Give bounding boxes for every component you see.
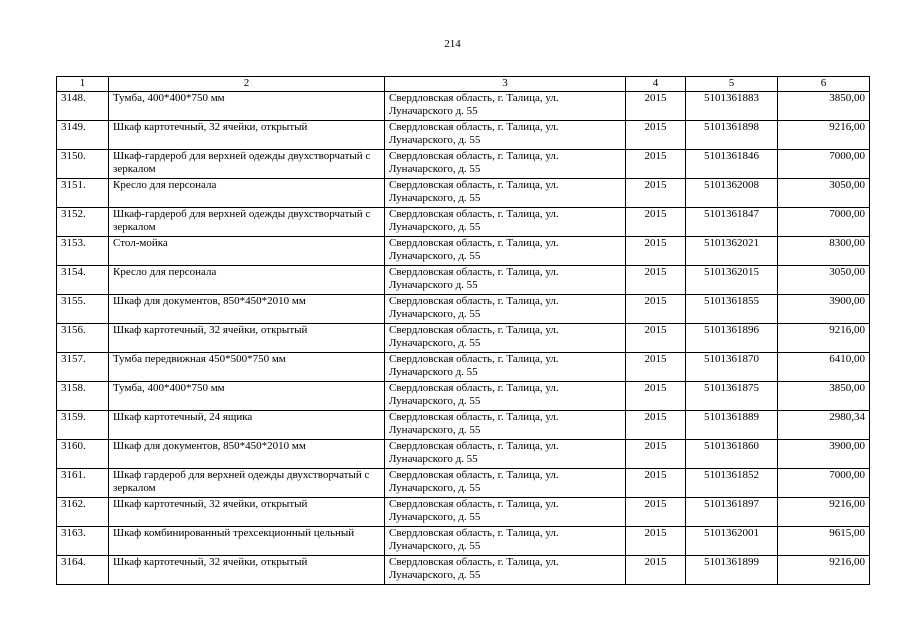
item-price: 9216,00 (778, 121, 870, 150)
item-year: 2015 (626, 237, 686, 266)
item-address: Свердловская область, г. Талица, ул. Луначарского, д. 55 (385, 324, 626, 353)
item-year: 2015 (626, 527, 686, 556)
row-number: 3159. (57, 411, 109, 440)
item-year: 2015 (626, 556, 686, 585)
item-address: Свердловская область, г. Талица, ул. Луначарского, д. 55 (385, 150, 626, 179)
table-row (57, 208, 870, 237)
column-header: 1 (57, 77, 109, 92)
inventory-code: 5101362008 (686, 179, 778, 208)
row-number: 3151. (57, 179, 109, 208)
item-price: 3850,00 (778, 92, 870, 121)
inventory-code: 5101361847 (686, 208, 778, 237)
table-row (57, 179, 870, 208)
row-number: 3160. (57, 440, 109, 469)
row-number: 3162. (57, 498, 109, 527)
table-body (57, 92, 870, 585)
item-price: 9216,00 (778, 498, 870, 527)
inventory-code: 5101361897 (686, 498, 778, 527)
item-name: Шкаф комбинированный трехсекционный цельный (109, 527, 385, 556)
item-address: Свердловская область, г. Талица, ул. Луначарского д. 55 (385, 92, 626, 121)
item-year: 2015 (626, 150, 686, 179)
column-header: 4 (626, 77, 686, 92)
inventory-code: 5101361896 (686, 324, 778, 353)
item-price: 9216,00 (778, 324, 870, 353)
item-address: Свердловская область, г. Талица, ул. Луначарского, д. 55 (385, 295, 626, 324)
inventory-code: 5101362015 (686, 266, 778, 295)
item-price: 9216,00 (778, 556, 870, 585)
table-row (57, 121, 870, 150)
item-price: 3900,00 (778, 295, 870, 324)
item-address: Свердловская область, г. Талица, ул. Луначарского, д. 55 (385, 121, 626, 150)
item-year: 2015 (626, 440, 686, 469)
item-price: 6410,00 (778, 353, 870, 382)
item-year: 2015 (626, 266, 686, 295)
inventory-code: 5101362021 (686, 237, 778, 266)
inventory-code: 5101361860 (686, 440, 778, 469)
table-row (57, 498, 870, 527)
item-address: Свердловская область, г. Талица, ул. Луначарского, д. 55 (385, 556, 626, 585)
item-name: Тумба передвижная 450*500*750 мм (109, 353, 385, 382)
row-number: 3153. (57, 237, 109, 266)
item-address: Свердловская область, г. Талица, ул. Луначарского д. 55 (385, 440, 626, 469)
table-row (57, 237, 870, 266)
inventory-code: 5101361870 (686, 353, 778, 382)
item-address: Свердловская область, г. Талица, ул. Луначарского, д. 55 (385, 469, 626, 498)
table-row (57, 353, 870, 382)
item-name: Шкаф картотечный, 32 ячейки, открытый (109, 498, 385, 527)
item-price: 7000,00 (778, 208, 870, 237)
inventory-code: 5101361899 (686, 556, 778, 585)
item-year: 2015 (626, 469, 686, 498)
item-name: Шкаф для документов, 850*450*2010 мм (109, 295, 385, 324)
row-number: 3157. (57, 353, 109, 382)
inventory-code: 5101362001 (686, 527, 778, 556)
item-address: Свердловская область, г. Талица, ул. Луначарского, д. 55 (385, 411, 626, 440)
table-row (57, 324, 870, 353)
inventory-code: 5101361852 (686, 469, 778, 498)
row-number: 3154. (57, 266, 109, 295)
table-row (57, 469, 870, 498)
item-address: Свердловская область, г. Талица, ул. Луначарского, д. 55 (385, 498, 626, 527)
item-name: Шкаф картотечный, 32 ячейки, открытый (109, 121, 385, 150)
page-number: 214 (444, 38, 461, 50)
table-row (57, 382, 870, 411)
item-year: 2015 (626, 295, 686, 324)
inventory-code: 5101361898 (686, 121, 778, 150)
item-name: Стол-мойка (109, 237, 385, 266)
row-number: 3150. (57, 150, 109, 179)
table-row (57, 440, 870, 469)
item-name: Шкаф картотечный, 32 ячейки, открытый (109, 556, 385, 585)
item-year: 2015 (626, 208, 686, 237)
column-header: 6 (778, 77, 870, 92)
item-address: Свердловская область, г. Талица, ул. Луначарского д. 55 (385, 266, 626, 295)
item-year: 2015 (626, 353, 686, 382)
item-name: Шкаф гардероб для верхней одежды двухстворчатый с зеркалом (109, 469, 385, 498)
column-header: 2 (109, 77, 385, 92)
item-year: 2015 (626, 92, 686, 121)
table-row (57, 527, 870, 556)
item-name: Шкаф картотечный, 32 ячейки, открытый (109, 324, 385, 353)
item-year: 2015 (626, 121, 686, 150)
item-price: 7000,00 (778, 150, 870, 179)
item-price: 2980,34 (778, 411, 870, 440)
item-price: 9615,00 (778, 527, 870, 556)
item-name: Шкаф-гардероб для верхней одежды двухстворчатый с зеркалом (109, 150, 385, 179)
inventory-code: 5101361855 (686, 295, 778, 324)
inventory-code: 5101361889 (686, 411, 778, 440)
row-number: 3163. (57, 527, 109, 556)
table-row (57, 295, 870, 324)
item-address: Свердловская область, г. Талица, ул. Луначарского, д. 55 (385, 208, 626, 237)
table-row (57, 556, 870, 585)
table-row (57, 150, 870, 179)
inventory-code: 5101361846 (686, 150, 778, 179)
item-address: Свердловская область, г. Талица, ул. Луначарского, д. 55 (385, 237, 626, 266)
item-price: 3050,00 (778, 179, 870, 208)
item-year: 2015 (626, 498, 686, 527)
row-number: 3164. (57, 556, 109, 585)
row-number: 3156. (57, 324, 109, 353)
inventory-code: 5101361883 (686, 92, 778, 121)
item-name: Шкаф для документов, 850*450*2010 мм (109, 440, 385, 469)
item-year: 2015 (626, 382, 686, 411)
item-price: 3050,00 (778, 266, 870, 295)
row-number: 3148. (57, 92, 109, 121)
inventory-code: 5101361875 (686, 382, 778, 411)
item-name: Шкаф-гардероб для верхней одежды двухстворчатый с зеркалом (109, 208, 385, 237)
table-row (57, 266, 870, 295)
item-price: 7000,00 (778, 469, 870, 498)
row-number: 3155. (57, 295, 109, 324)
row-number: 3158. (57, 382, 109, 411)
table-row (57, 92, 870, 121)
item-address: Свердловская область, г. Талица, ул. Луначарского, д. 55 (385, 527, 626, 556)
item-price: 3900,00 (778, 440, 870, 469)
item-name: Кресло для персонала (109, 179, 385, 208)
item-address: Свердловская область, г. Талица, ул. Луначарского, д. 55 (385, 382, 626, 411)
table-row (57, 411, 870, 440)
row-number: 3161. (57, 469, 109, 498)
column-header: 3 (385, 77, 626, 92)
table-header-row (57, 77, 870, 92)
item-year: 2015 (626, 411, 686, 440)
item-address: Свердловская область, г. Талица, ул. Луначарского д. 55 (385, 353, 626, 382)
item-name: Кресло для персонала (109, 266, 385, 295)
item-address: Свердловская область, г. Талица, ул. Луначарского, д. 55 (385, 179, 626, 208)
row-number: 3149. (57, 121, 109, 150)
item-name: Тумба, 400*400*750 мм (109, 92, 385, 121)
inventory-table (56, 76, 870, 585)
column-header: 5 (686, 77, 778, 92)
item-price: 3850,00 (778, 382, 870, 411)
item-name: Шкаф картотечный, 24 ящика (109, 411, 385, 440)
item-year: 2015 (626, 324, 686, 353)
item-price: 8300,00 (778, 237, 870, 266)
item-name: Тумба, 400*400*750 мм (109, 382, 385, 411)
item-year: 2015 (626, 179, 686, 208)
row-number: 3152. (57, 208, 109, 237)
